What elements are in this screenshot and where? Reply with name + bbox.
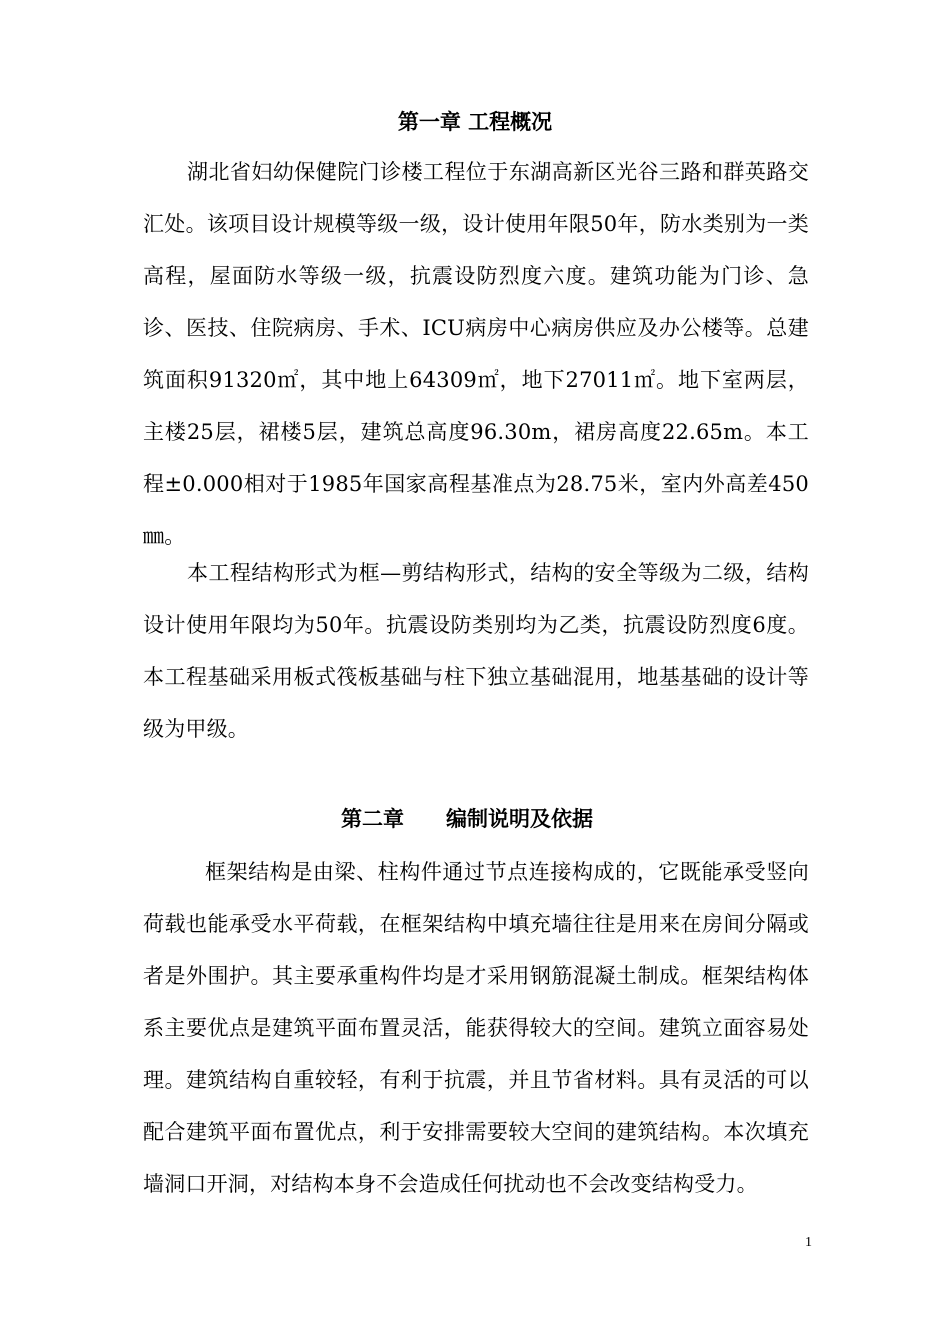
chapter-2-paragraph-frame-structure: 框架结构是由梁、柱构件通过节点连接构成的，它既能承受竖向荷载也能承受水平荷载，在框架结构中填充墙往往是用来在房间分隔或者是外围护。其主要承重构件均是才采用钢筋混凝土制成。框架结构体系主要优点是建筑平面布置灵活，能获得较大的空间。建筑立面容易处理。建筑结构自重较轻，有利于抗震，并且节省材料。具有灵活的可以配合建筑平面布置优点，利于安排需要较大空间的建筑结构。本次填充墙洞口开洞，对结构本身不会造成任何扰动也不会改变结构受力。 (143, 860, 809, 1196)
page-number: 1 (805, 1235, 812, 1250)
chapter-1-paragraph-structure: 本工程结构形式为框—剪结构形式，结构的安全等级为二级，结构设计使用年限均为50年。抗震设防类别均为乙类，抗震设防烈度6度。本工程基础采用板式筏板基础与柱下独立基础混用，地基基础的设计等级为甲级。 (143, 561, 809, 741)
chapter-2-title (0, 805, 942, 833)
chapter-2-title-text: 编制说明及依据 (446, 807, 593, 831)
chapter-1-title: 第一章 工程概况 (397, 110, 553, 134)
chapter-2-title-number: 第二章 (341, 807, 404, 831)
chapter-1-paragraph-project-overview: 湖北省妇幼保健院门诊楼工程位于东湖高新区光谷三路和群英路交汇处。该项目设计规模等级一级，设计使用年限50年，防水类别为一类高程，屋面防水等级一级，抗震设防烈度六度。建筑功能为门诊、急诊、医技、住院病房、手术、ICU病房中心病房供应及办公楼等。总建筑面积91320㎡，其中地上64309㎡，地下27011㎡。地下室两层，主楼25层，裙楼5层，建筑总高度96.30m，裙房高度22.65m。本工程±0.000相对于1985年国家高程基准点为28.75米，室内外高差450㎜。 (143, 160, 809, 548)
